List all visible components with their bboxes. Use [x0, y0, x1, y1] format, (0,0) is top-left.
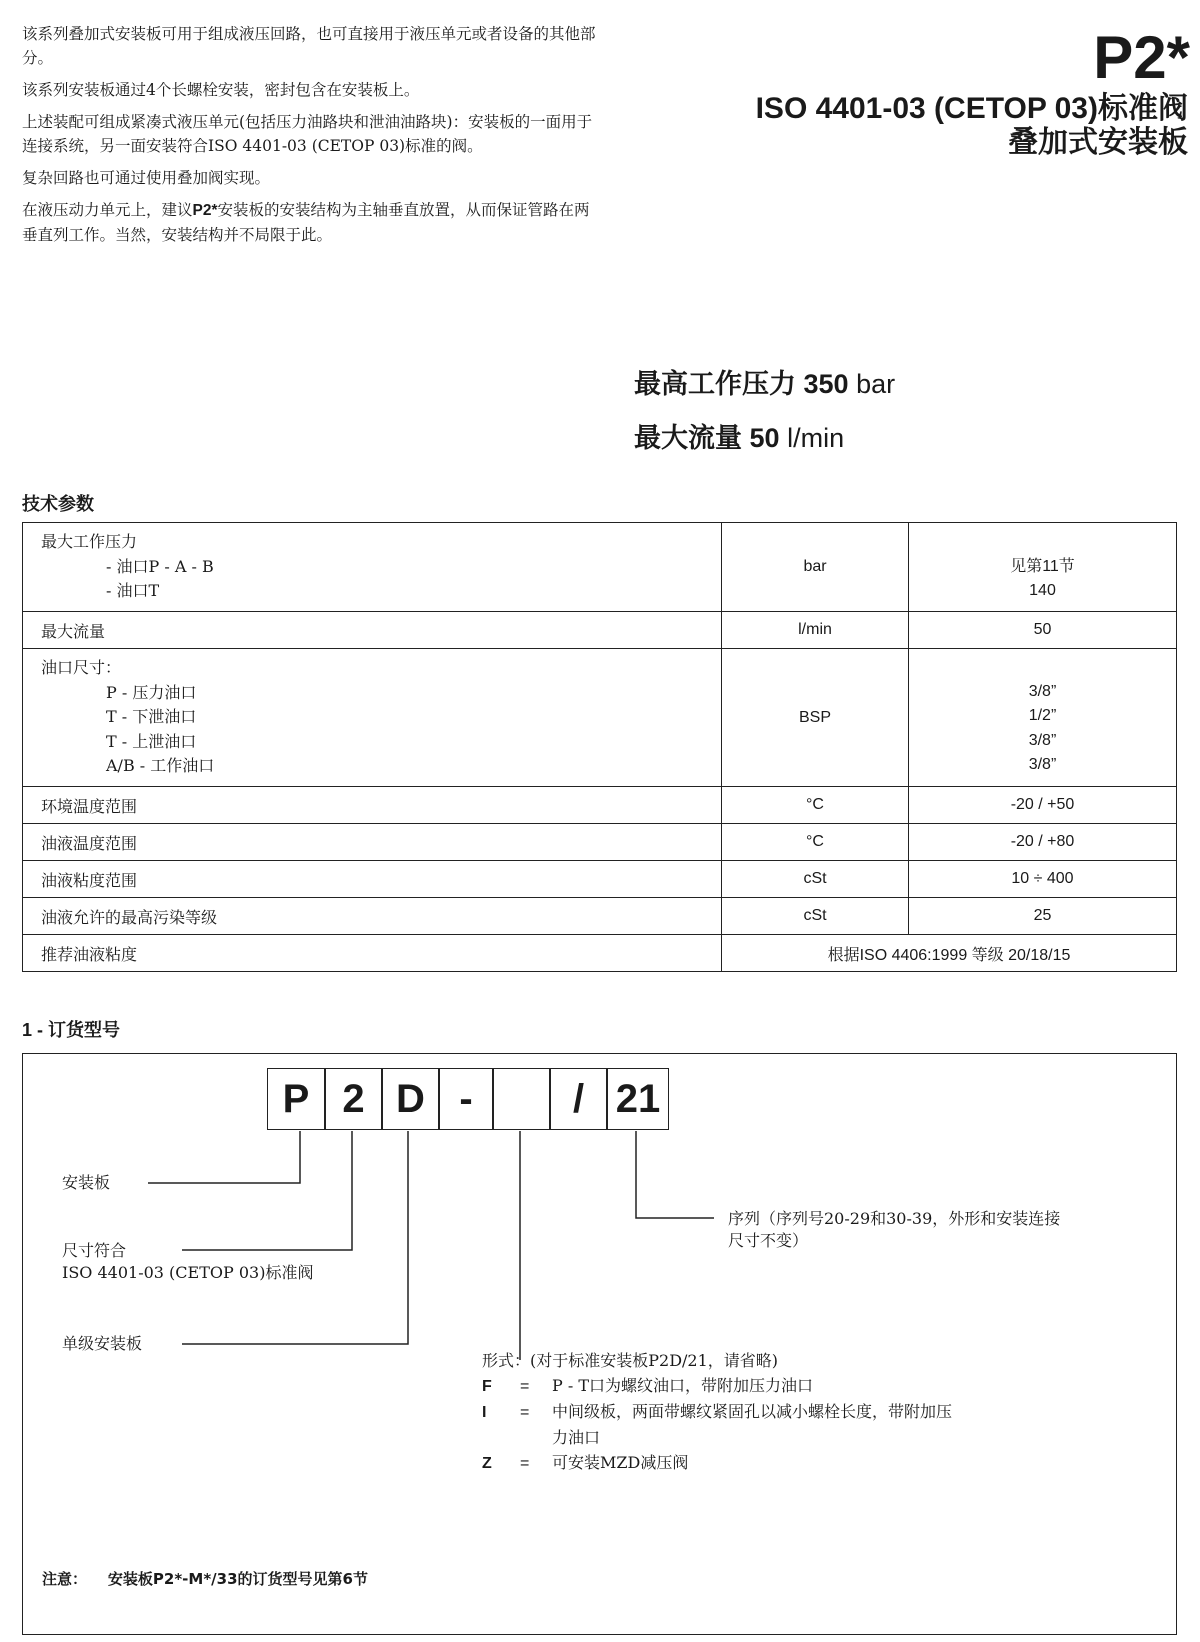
form-option-z: [482, 1450, 952, 1476]
intro-p2: 该系列安装板通过4个长螺栓安装，密封包含在安装板上。: [22, 81, 420, 99]
option-eq: =: [520, 1404, 530, 1421]
row-unit: °C: [722, 824, 909, 861]
row-sublabel: P - 压力油口: [106, 682, 197, 702]
code-cell: /: [550, 1068, 607, 1130]
row-value: -20 / +50: [909, 787, 1177, 824]
row-label: 油口尺寸：: [41, 658, 122, 678]
spec-flow-unit: l/min: [787, 423, 845, 453]
row-unit: BSP: [722, 649, 909, 787]
note-text: 安装板P2*-M*/33的订货型号见第6节: [107, 1570, 368, 1588]
order-note: [42, 1568, 368, 1589]
form-block: [482, 1348, 952, 1476]
spec-pressure-unit: bar: [856, 369, 896, 399]
row-value: 见第11节: [1010, 557, 1075, 575]
option-text: 可安装MZD减压阀: [552, 1453, 689, 1472]
leader-size: [182, 1131, 352, 1250]
intro-p3: 上述装配可组成紧凑式液压单元(包括压力油路块和泄油油路块)：安装板的一面用于连接系统，另一面安装符合ISO 4401-03 (CETOP 03)标准的阀。: [22, 113, 593, 155]
label-series-line2: 尺寸不变）: [728, 1231, 809, 1250]
code-cell: 2: [325, 1068, 382, 1130]
order-section-title: 1 - 订货型号: [22, 1020, 121, 1040]
leader-series: [636, 1131, 714, 1218]
label-series-line1: 序列（序列号20-29和30-39，外形和安装连接: [728, 1209, 1061, 1228]
intro-p1: 该系列叠加式安装板可用于组成液压回路，也可直接用于液压单元或者设备的其他部分。: [22, 25, 596, 67]
form-option-f: [482, 1373, 952, 1399]
subtitle-line1: ISO 4401-03 (CETOP 03)标准阀: [755, 92, 1188, 125]
option-key: F: [482, 1378, 492, 1395]
row-sublabel: - 油口P - A - B: [106, 556, 214, 576]
row-label: 油液允许的最高污染等级: [23, 898, 722, 935]
intro-p4: 复杂回路也可通过使用叠加阀实现。: [22, 169, 271, 187]
row-sublabel: - 油口T: [106, 581, 160, 601]
label-size-line2: ISO 4401-03 (CETOP 03)标准阀: [62, 1263, 314, 1282]
code-cell: P: [267, 1068, 325, 1130]
row-value: 140: [1029, 582, 1056, 599]
label-plate: 安装板: [62, 1173, 111, 1192]
option-text: P - T口为螺纹油口，带附加压力油口: [552, 1376, 814, 1395]
option-key: I: [482, 1404, 487, 1421]
option-key: Z: [482, 1455, 492, 1472]
row-label: 油液温度范围: [23, 824, 722, 861]
row-sublabel: A/B - 工作油口: [106, 756, 215, 776]
spec-pressure-label: 最高工作压力: [634, 369, 796, 399]
intro-p5-a: 在液压动力单元上，建议: [22, 201, 193, 219]
row-label: 最大工作压力: [41, 532, 138, 552]
row-sublabel: T - 上泄油口: [106, 731, 197, 751]
row-value: 25: [909, 898, 1177, 935]
spec-flow-label: 最大流量: [634, 423, 742, 453]
row-value: 50: [909, 612, 1177, 649]
row-label: 推荐油液粘度: [23, 935, 722, 972]
spec-flow-value: 50: [749, 423, 780, 453]
row-label: 最大流量: [23, 612, 722, 649]
tech-section-title: 技术参数: [22, 494, 94, 514]
spec-pressure-value: 350: [803, 369, 849, 399]
note-prefix: 注意：: [42, 1570, 88, 1588]
row-unit: l/min: [722, 612, 909, 649]
form-title: 形式：(对于标准安装板P2D/21，请省略): [482, 1351, 779, 1370]
label-single: 单级安装板: [62, 1334, 143, 1353]
row-value: 1/2”: [1028, 707, 1057, 724]
code-cell: 21: [607, 1068, 669, 1130]
intro-p5-b: P2*: [192, 202, 218, 219]
row-value: -20 / +80: [909, 824, 1177, 861]
label-series: [728, 1208, 1060, 1252]
row-unit: bar: [722, 523, 909, 612]
row-unit: °C: [722, 787, 909, 824]
row-unit: cSt: [722, 898, 909, 935]
leader-single: [182, 1131, 408, 1344]
row-unit: cSt: [722, 861, 909, 898]
row-value: 10 ÷ 400: [909, 861, 1177, 898]
form-option-i: [482, 1399, 952, 1425]
row-label: 油液粘度范围: [23, 861, 722, 898]
code-cell: D: [382, 1068, 439, 1130]
model-title: P2*: [1093, 24, 1190, 91]
row-label: 环境温度范围: [23, 787, 722, 824]
row-value: 3/8”: [1028, 682, 1057, 700]
form-option-i-cont: 力油口: [552, 1428, 601, 1447]
leader-plate: [148, 1131, 300, 1183]
row-value: 根据ISO 4406:1999 等级 20/18/15: [722, 935, 1177, 972]
option-eq: =: [520, 1378, 530, 1395]
subtitle-line2: 叠加式安装板: [1008, 126, 1188, 159]
row-value: 3/8”: [1028, 731, 1057, 749]
row-value: 3/8”: [1028, 756, 1057, 773]
option-text: 中间级板，两面带螺纹紧固孔以减小螺栓长度，带附加压: [552, 1402, 953, 1421]
code-cell: -: [439, 1068, 493, 1130]
label-size: [62, 1240, 313, 1284]
label-size-line1: 尺寸符合: [62, 1241, 127, 1260]
intro-p5-c: 安装板的安装结构为主轴垂直放置，从而保证管路在两垂直列工作。当然，安装结构并不局限于此。: [22, 201, 590, 244]
row-sublabel: T - 下泄油口: [106, 707, 197, 727]
option-eq: =: [520, 1455, 530, 1472]
